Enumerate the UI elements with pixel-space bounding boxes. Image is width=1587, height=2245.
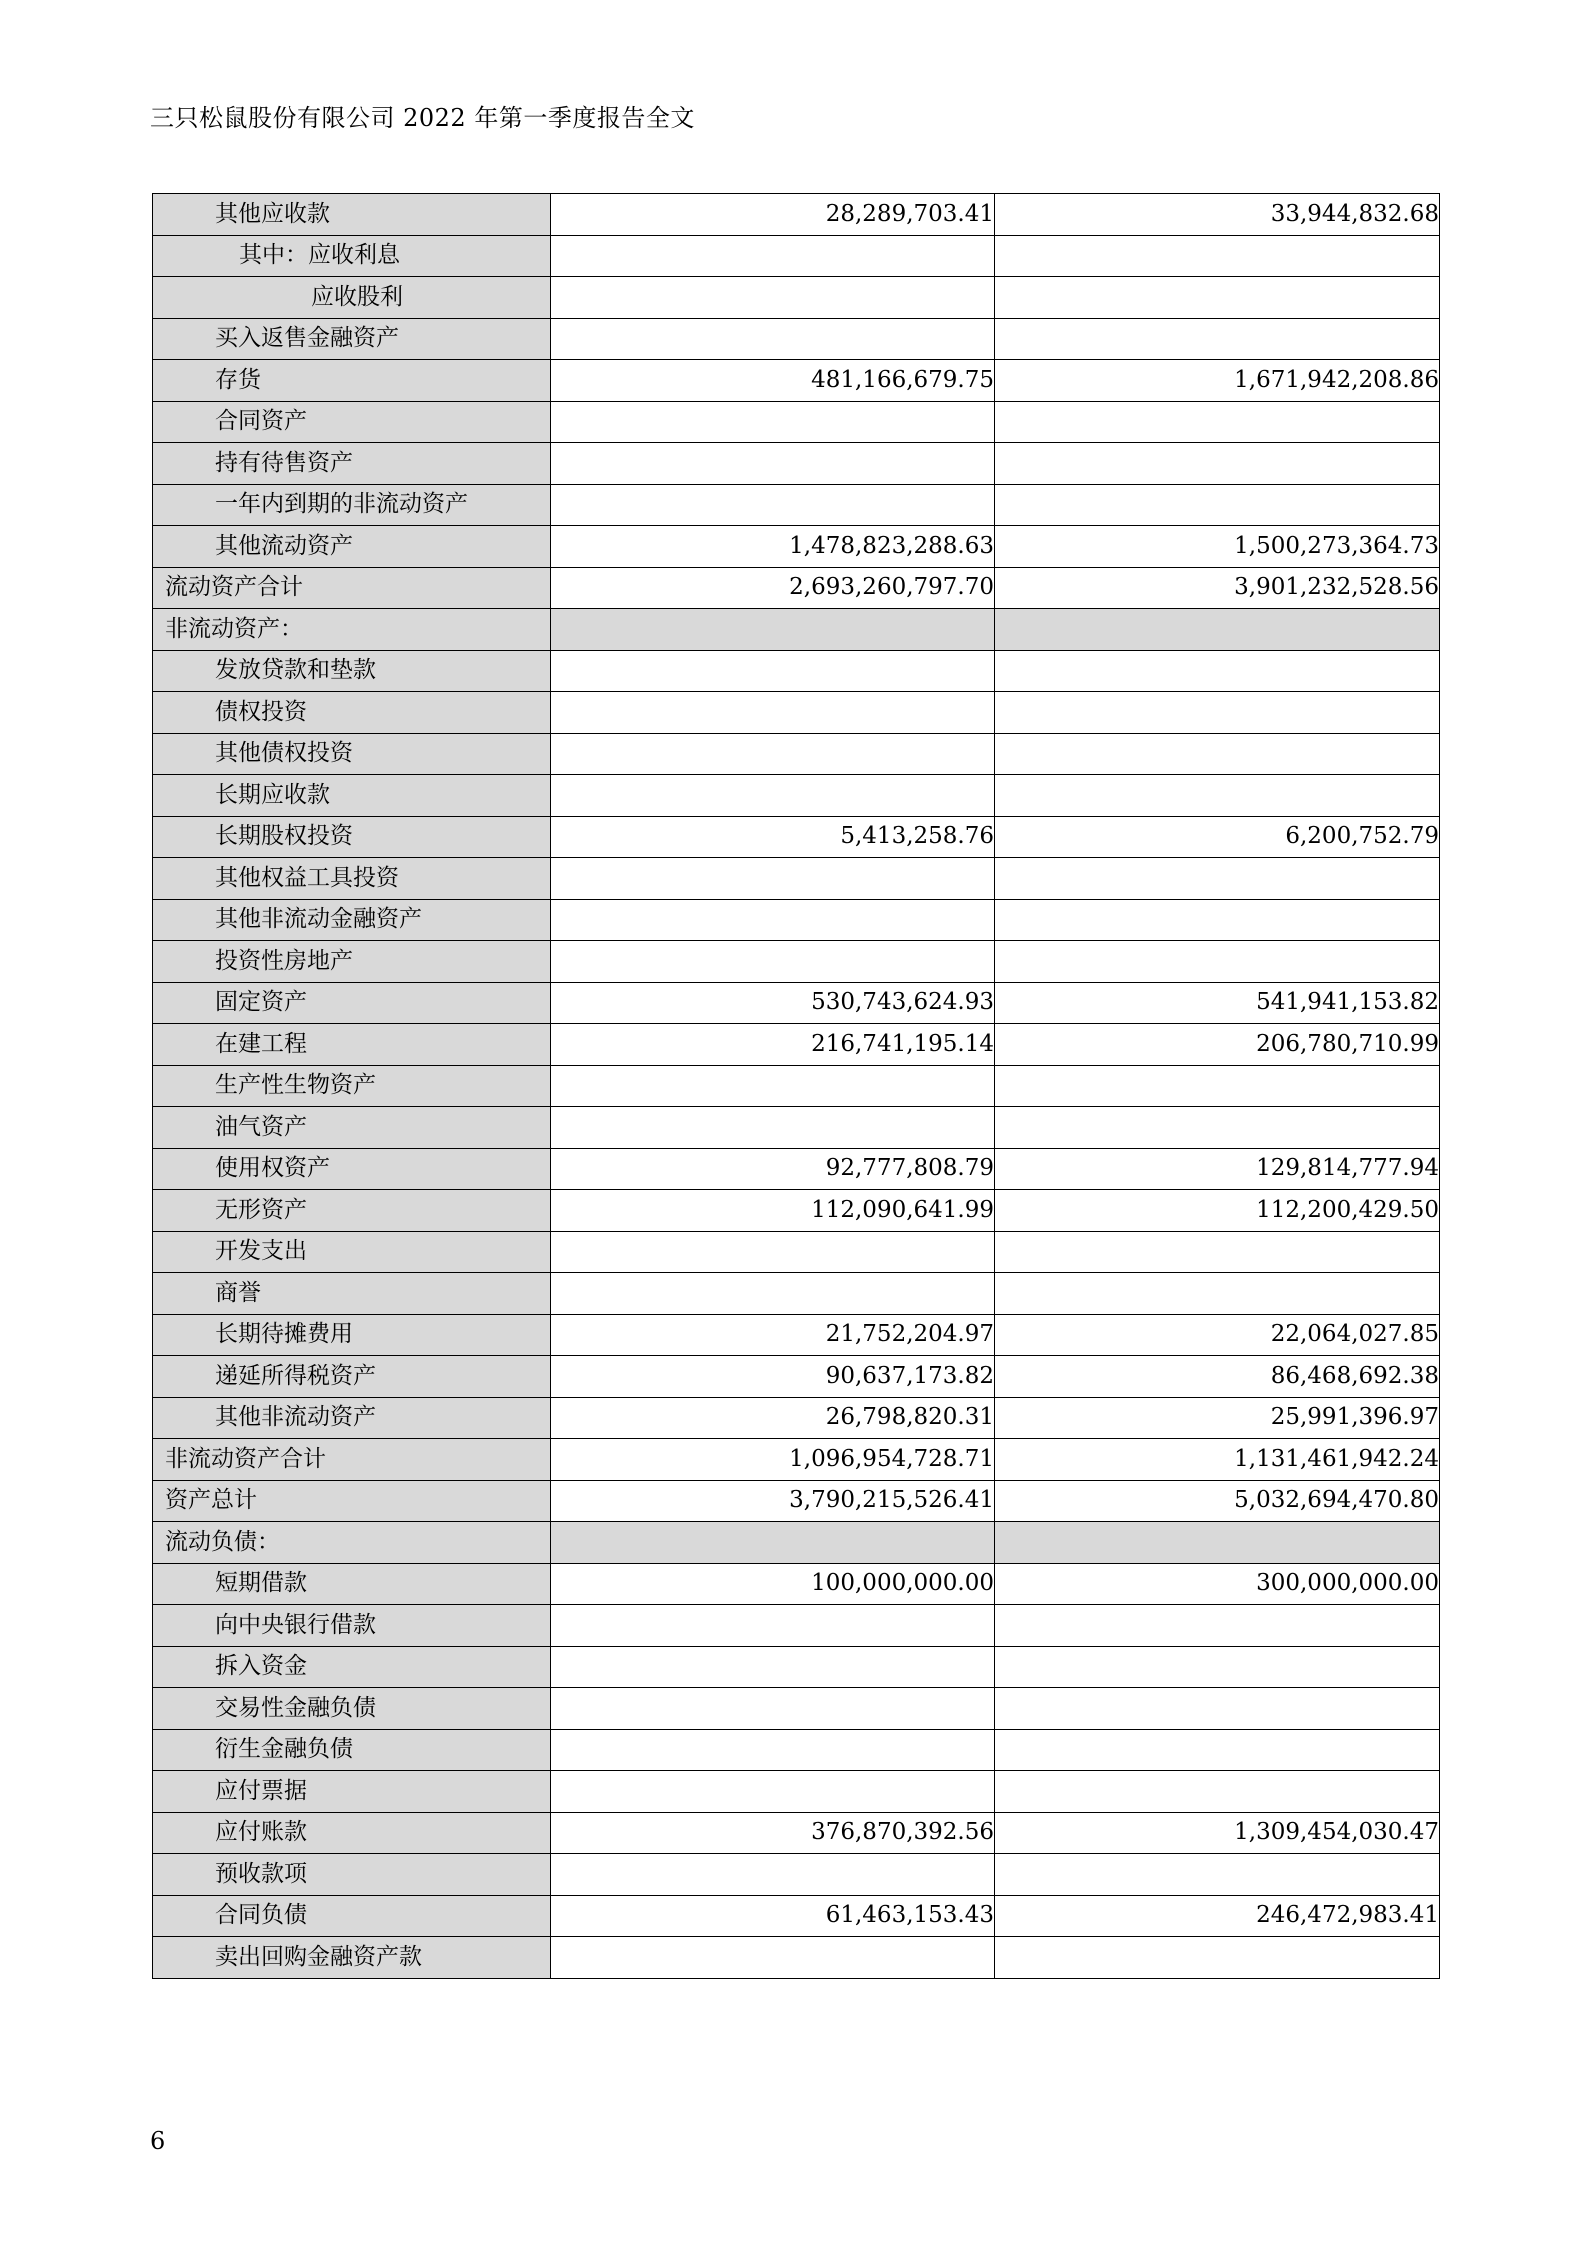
table-row bbox=[153, 1563, 1440, 1605]
current-period-value bbox=[551, 1729, 995, 1771]
prior-period-value bbox=[995, 692, 1440, 734]
row-label: 预收款项 bbox=[153, 1854, 551, 1896]
table-row bbox=[153, 1397, 1440, 1439]
table-row bbox=[153, 899, 1440, 941]
table-row bbox=[153, 1231, 1440, 1273]
table-row bbox=[153, 1771, 1440, 1813]
prior-period-value: 129,814,777.94 bbox=[995, 1148, 1440, 1190]
current-period-value bbox=[551, 318, 995, 360]
table-row bbox=[153, 1937, 1440, 1979]
current-period-value bbox=[551, 650, 995, 692]
row-label: 生产性生物资产 bbox=[153, 1065, 551, 1107]
row-label: 应付票据 bbox=[153, 1771, 551, 1813]
prior-period-value bbox=[995, 650, 1440, 692]
shaded-cell bbox=[995, 1522, 1440, 1564]
row-label: 应付账款 bbox=[153, 1812, 551, 1854]
table-row bbox=[153, 775, 1440, 817]
prior-period-value: 112,200,429.50 bbox=[995, 1190, 1440, 1232]
current-period-value: 216,741,195.14 bbox=[551, 1024, 995, 1066]
row-label: 递延所得税资产 bbox=[153, 1356, 551, 1398]
row-label: 持有待售资产 bbox=[153, 443, 551, 485]
table-row bbox=[153, 733, 1440, 775]
current-period-value bbox=[551, 692, 995, 734]
row-label: 资产总计 bbox=[153, 1480, 551, 1522]
table-row bbox=[153, 1065, 1440, 1107]
current-period-value: 2,693,260,797.70 bbox=[551, 567, 995, 609]
balance-sheet-table bbox=[152, 193, 1440, 1979]
row-label: 卖出回购金融资产款 bbox=[153, 1937, 551, 1979]
row-label: 开发支出 bbox=[153, 1231, 551, 1273]
current-period-value bbox=[551, 484, 995, 526]
table-row bbox=[153, 1148, 1440, 1190]
prior-period-value: 22,064,027.85 bbox=[995, 1314, 1440, 1356]
row-label: 其他权益工具投资 bbox=[153, 858, 551, 900]
prior-period-value bbox=[995, 941, 1440, 983]
table-row bbox=[153, 816, 1440, 858]
prior-period-value bbox=[995, 235, 1440, 277]
current-period-value: 100,000,000.00 bbox=[551, 1563, 995, 1605]
row-label: 其中：应收利息 bbox=[153, 235, 551, 277]
row-label: 油气资产 bbox=[153, 1107, 551, 1149]
table-row bbox=[153, 1273, 1440, 1315]
prior-period-value: 33,944,832.68 bbox=[995, 194, 1440, 236]
prior-period-value: 1,671,942,208.86 bbox=[995, 360, 1440, 402]
current-period-value bbox=[551, 1646, 995, 1688]
prior-period-value bbox=[995, 443, 1440, 485]
prior-period-value: 3,901,232,528.56 bbox=[995, 567, 1440, 609]
row-label: 拆入资金 bbox=[153, 1646, 551, 1688]
current-period-value: 5,413,258.76 bbox=[551, 816, 995, 858]
table-row bbox=[153, 858, 1440, 900]
current-period-value: 1,096,954,728.71 bbox=[551, 1439, 995, 1481]
row-label: 长期股权投资 bbox=[153, 816, 551, 858]
row-label: 投资性房地产 bbox=[153, 941, 551, 983]
row-label: 其他非流动金融资产 bbox=[153, 899, 551, 941]
prior-period-value bbox=[995, 775, 1440, 817]
subtotal-row bbox=[153, 1439, 1440, 1481]
prior-period-value: 206,780,710.99 bbox=[995, 1024, 1440, 1066]
current-period-value bbox=[551, 1107, 995, 1149]
row-label: 发放贷款和垫款 bbox=[153, 650, 551, 692]
current-period-value: 112,090,641.99 bbox=[551, 1190, 995, 1232]
section-label: 非流动资产： bbox=[153, 609, 551, 651]
table-row bbox=[153, 401, 1440, 443]
section-header-row bbox=[153, 609, 1440, 651]
row-label: 固定资产 bbox=[153, 982, 551, 1024]
table-row bbox=[153, 194, 1440, 236]
table-row bbox=[153, 1854, 1440, 1896]
row-label: 长期待摊费用 bbox=[153, 1314, 551, 1356]
current-period-value: 26,798,820.31 bbox=[551, 1397, 995, 1439]
table-row bbox=[153, 1024, 1440, 1066]
row-label: 其他债权投资 bbox=[153, 733, 551, 775]
prior-period-value bbox=[995, 1107, 1440, 1149]
table-row bbox=[153, 235, 1440, 277]
current-period-value bbox=[551, 443, 995, 485]
table-row bbox=[153, 526, 1440, 568]
prior-period-value bbox=[995, 1605, 1440, 1647]
current-period-value bbox=[551, 1688, 995, 1730]
prior-period-value bbox=[995, 484, 1440, 526]
current-period-value bbox=[551, 1771, 995, 1813]
current-period-value bbox=[551, 1231, 995, 1273]
prior-period-value: 1,309,454,030.47 bbox=[995, 1812, 1440, 1854]
prior-period-value bbox=[995, 1646, 1440, 1688]
table-row bbox=[153, 1190, 1440, 1232]
row-label: 交易性金融负债 bbox=[153, 1688, 551, 1730]
prior-period-value bbox=[995, 1688, 1440, 1730]
current-period-value bbox=[551, 899, 995, 941]
total-row bbox=[153, 1480, 1440, 1522]
current-period-value bbox=[551, 1065, 995, 1107]
current-period-value: 21,752,204.97 bbox=[551, 1314, 995, 1356]
prior-period-value: 300,000,000.00 bbox=[995, 1563, 1440, 1605]
prior-period-value bbox=[995, 858, 1440, 900]
prior-period-value: 5,032,694,470.80 bbox=[995, 1480, 1440, 1522]
table-row bbox=[153, 318, 1440, 360]
current-period-value: 376,870,392.56 bbox=[551, 1812, 995, 1854]
prior-period-value: 1,500,273,364.73 bbox=[995, 526, 1440, 568]
report-header: 三只松鼠股份有限公司 2022 年第一季度报告全文 bbox=[150, 104, 695, 132]
section-label: 流动负债： bbox=[153, 1522, 551, 1564]
current-period-value: 61,463,153.43 bbox=[551, 1895, 995, 1937]
shaded-cell bbox=[995, 609, 1440, 651]
table-row bbox=[153, 1107, 1440, 1149]
prior-period-value bbox=[995, 899, 1440, 941]
row-label: 买入返售金融资产 bbox=[153, 318, 551, 360]
row-label: 短期借款 bbox=[153, 1563, 551, 1605]
current-period-value bbox=[551, 277, 995, 319]
row-label: 非流动资产合计 bbox=[153, 1439, 551, 1481]
current-period-value bbox=[551, 775, 995, 817]
page-number: 6 bbox=[150, 2127, 166, 2155]
prior-period-value: 246,472,983.41 bbox=[995, 1895, 1440, 1937]
current-period-value: 28,289,703.41 bbox=[551, 194, 995, 236]
current-period-value: 92,777,808.79 bbox=[551, 1148, 995, 1190]
prior-period-value bbox=[995, 1273, 1440, 1315]
prior-period-value bbox=[995, 1771, 1440, 1813]
row-label: 其他应收款 bbox=[153, 194, 551, 236]
prior-period-value bbox=[995, 401, 1440, 443]
row-label: 流动资产合计 bbox=[153, 567, 551, 609]
row-label: 在建工程 bbox=[153, 1024, 551, 1066]
row-label: 合同负债 bbox=[153, 1895, 551, 1937]
table-row bbox=[153, 1812, 1440, 1854]
table-row bbox=[153, 982, 1440, 1024]
table-row bbox=[153, 443, 1440, 485]
table-row bbox=[153, 1688, 1440, 1730]
row-label: 长期应收款 bbox=[153, 775, 551, 817]
prior-period-value: 1,131,461,942.24 bbox=[995, 1439, 1440, 1481]
prior-period-value bbox=[995, 1854, 1440, 1896]
prior-period-value bbox=[995, 1937, 1440, 1979]
prior-period-value bbox=[995, 733, 1440, 775]
current-period-value bbox=[551, 733, 995, 775]
prior-period-value bbox=[995, 1065, 1440, 1107]
prior-period-value bbox=[995, 1231, 1440, 1273]
prior-period-value: 25,991,396.97 bbox=[995, 1397, 1440, 1439]
current-period-value: 530,743,624.93 bbox=[551, 982, 995, 1024]
row-label: 其他流动资产 bbox=[153, 526, 551, 568]
current-period-value bbox=[551, 1937, 995, 1979]
current-period-value bbox=[551, 235, 995, 277]
current-period-value bbox=[551, 401, 995, 443]
row-label: 使用权资产 bbox=[153, 1148, 551, 1190]
prior-period-value bbox=[995, 318, 1440, 360]
row-label: 债权投资 bbox=[153, 692, 551, 734]
current-period-value: 1,478,823,288.63 bbox=[551, 526, 995, 568]
section-header-row bbox=[153, 1522, 1440, 1564]
table-row bbox=[153, 1729, 1440, 1771]
prior-period-value: 541,941,153.82 bbox=[995, 982, 1440, 1024]
table-row bbox=[153, 1314, 1440, 1356]
current-period-value bbox=[551, 1854, 995, 1896]
row-label: 无形资产 bbox=[153, 1190, 551, 1232]
table-row bbox=[153, 692, 1440, 734]
row-label: 其他非流动资产 bbox=[153, 1397, 551, 1439]
current-period-value: 481,166,679.75 bbox=[551, 360, 995, 402]
row-label: 商誉 bbox=[153, 1273, 551, 1315]
row-label: 合同资产 bbox=[153, 401, 551, 443]
current-period-value: 90,637,173.82 bbox=[551, 1356, 995, 1398]
table-row bbox=[153, 360, 1440, 402]
table-row bbox=[153, 650, 1440, 692]
row-label: 衍生金融负债 bbox=[153, 1729, 551, 1771]
row-label: 应收股利 bbox=[153, 277, 551, 319]
prior-period-value: 6,200,752.79 bbox=[995, 816, 1440, 858]
prior-period-value bbox=[995, 1729, 1440, 1771]
current-period-value bbox=[551, 1273, 995, 1315]
shaded-cell bbox=[551, 609, 995, 651]
row-label: 存货 bbox=[153, 360, 551, 402]
table-row bbox=[153, 277, 1440, 319]
table-row bbox=[153, 1356, 1440, 1398]
shaded-cell bbox=[551, 1522, 995, 1564]
current-period-value bbox=[551, 858, 995, 900]
table-row bbox=[153, 1605, 1440, 1647]
prior-period-value: 86,468,692.38 bbox=[995, 1356, 1440, 1398]
row-label: 向中央银行借款 bbox=[153, 1605, 551, 1647]
table-row bbox=[153, 941, 1440, 983]
current-period-value bbox=[551, 1605, 995, 1647]
table-row bbox=[153, 1646, 1440, 1688]
table-row bbox=[153, 484, 1440, 526]
current-period-value: 3,790,215,526.41 bbox=[551, 1480, 995, 1522]
row-label: 一年内到期的非流动资产 bbox=[153, 484, 551, 526]
prior-period-value bbox=[995, 277, 1440, 319]
current-period-value bbox=[551, 941, 995, 983]
subtotal-row bbox=[153, 567, 1440, 609]
table-row bbox=[153, 1895, 1440, 1937]
